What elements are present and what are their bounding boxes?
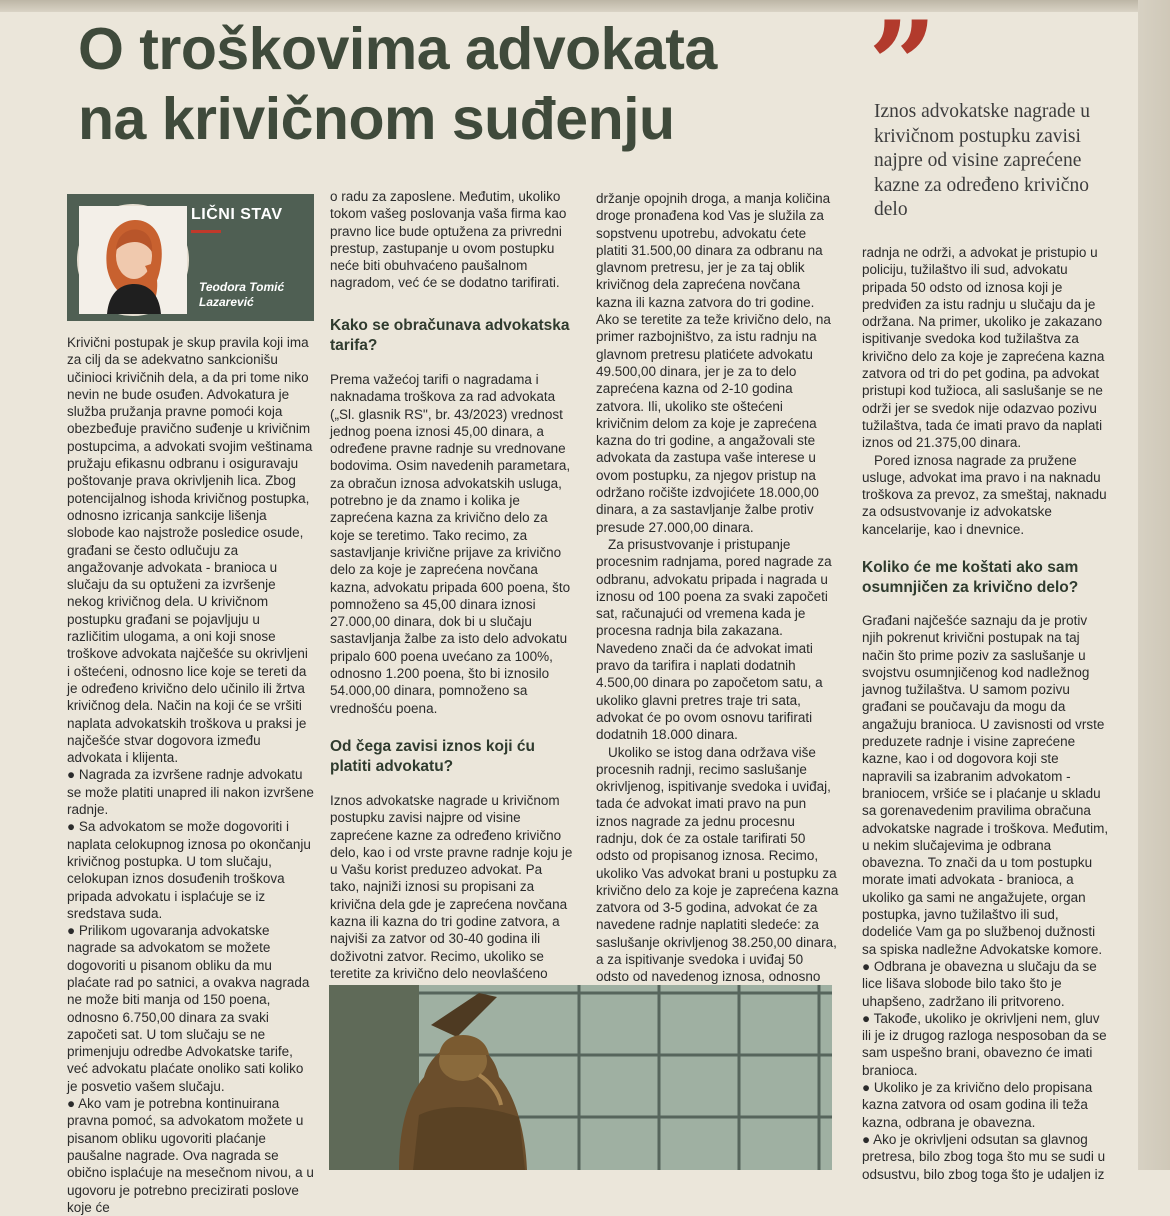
column-2-middle (330, 371, 575, 717)
subhead-tariff: Kako se obračunava advokatska tarifa? (330, 317, 570, 354)
bullet-item: ● Prilikom ugovaranja advokatske nagrade sa advokatom se možete dogovoriti u pisanom obliku da mu plaćate rad po satnici, a ovakva nagrada ne može biti manja od 150 poena, odnosno 6.750,00 dinara za svaki započeti sat. U tom slučaju se ne primenjuju odredbe Advokatske tarife, već advokatu plaćate onoliko sati koliko je posvetio vašem slučaju. (67, 923, 310, 1094)
paragraph: Ukoliko se istog dana održava više procesnih radnji, recimo saslušanje okrivljenog, ispitivanje svedoka i uviđaj, tada će advokat imati pravo na pun iznos nagrade za jednu procesnu radnju, dok će za ostale tarifirati 50 odsto od propisanog iznosa. Recimo, ukoliko Vas advokat brani u postupku za krivično delo za koje je zaprećena kazna zatvora od 3-5 godina, advokat će za navedene radnje naplatiti sledeće: za saslušanje okrivljenog 38.250,00 dinara, a za ispitivanje svedoka i uviđaj 50 odsto od navedenog iznosa, odnosno (596, 744, 839, 985)
headline-line-1: O troškovima advokata (78, 16, 717, 82)
column-3 (596, 190, 839, 1020)
column-4-bottom (862, 612, 1110, 1183)
paragraph: Iznos advokatske nagrade u krivičnom postupku zavisi najpre od visine zaprećene kazne za određeno krivično delo, kao i od vrste pravne radnje koju je u Vašu korist preduzeo advokat. Pa tako, najniži iznosi su propisani za krivična dela gde je zaprećena novčana kazna ili kazna do tri godine zatvora, a najviši za zatvor od 30-40 godina ili doživotni zatvor. Recimo, ukoliko se teretite za krivično delo neovlašćeno (330, 793, 573, 981)
paragraph: Prema važećoj tarifi o nagradama i naknadama troškova za rad advokata („Sl. glasnik RS", br. 43/2023) vrednost jednog poena iznosi 45,00 dinara, a određene pravne radnje su vrednovane bodovima. Osim navedenih parametara, za obračun iznosa advokatskih usluga, potrebno je da znamo i kolika je zaprećena kazna za krivično delo za koje se teretimo. Tako recimo, za sastavljanje krivične prijave za krivično delo za koje je zaprećena novčana kazna, advokatu pripada 600 poena, što pomnoženo sa 45,00 dinara iznosi 27.000,00 dinara, dok bi u slučaju sastavljanja žalbe za isto delo advokatu pripalo 600 poena uvećano za 100%, odnosno 1.200 poena, što bi iznosilo 54.000,00 dinara, pomnoženo sa vrednošću poena. (330, 372, 571, 716)
paragraph: Pored iznosa nagrade za pružene usluge, advokat ima pravo i na naknadu troškova za prevoz, za smeštaj, naknadu za odsustvovanje iz advokatske kancelarije, kao i dnevnice. (862, 452, 1107, 537)
paragraph: Za prisustvovanje i pristupanje procesnim radnjama, pored nagrade za odbranu, advokatu pripada i nagrada u iznosu od 100 poena za svaki započeti sat, računajući od vremena kada je procesna radnja bila zakazana. Navedeno znači da će advokat imati pravo da tarifira i naplati dodatnih 4.500,00 dinara po započetom satu, a ukoliko glavni pretres traje tri sata, advokat će po ovom osnovu tarifirati dodatnih 18.000 dinara. (596, 536, 832, 743)
intro-paragraph: Krivični postupak je skup pravila koji ima za cilj da se adekvatno sankcionišu učinioci krivičnih dela, a da pri tome niko nevin ne bude osuđen. Advokatura je služba pružanja pravne pomoći koja obezbeđuje pravično suđenje u krivičnim postupcima, a advokati svojim veštinama pružaju efikasnu odbranu i osiguravaju poštovanje prava okrivljenih lica. Zbog potencijalnog ishoda krivičnog postupka, odnosno izricanja sankcije lišenja slobode kao najstrože posledice osude, građani se često odlučuju za angažovanje advokata - branioca u slučaju da su optuženi za izvršenje nekog krivičnog dela. U krivičnom postupku građani se pojavljuju u različitim ulogama, a oni koji snose troškove advokata najčešće su okrivljeni i oštećeni, odnosno lice koje se tereti da je određeno krivično delo učinilo ili žrtva krivičnog dela. Način na koji će se vršiti naplata advokatskih troškova u praksi je najčešće stvar dogovora između advokata i klijenta. (67, 335, 313, 766)
column-2-bottom (330, 792, 575, 982)
subhead-suspect: Koliko će me koštati ako sam osumnjičen za krivično delo? (862, 559, 1079, 596)
author-name (199, 280, 309, 310)
statue-photo-drawing (329, 985, 832, 1170)
column-4-top (862, 244, 1110, 538)
column-1 (67, 334, 314, 1216)
subhead-amount: Od čega zavisi iznos koji ću platiti advokatu? (330, 738, 536, 775)
portrait-drawing (79, 206, 187, 314)
author-portrait-icon (77, 204, 189, 316)
author-first-name: Teodora Tomić (199, 280, 285, 294)
pull-quote: Iznos advokatske nagrade u krivičnom postupku zavisi najpre od visine zaprećene kazne za određeno krivično delo (874, 101, 1091, 220)
bullet-item: ● Odbrana je obavezna u slučaju da se lice lišava slobode bilo tako što je uhapšeno, zadržano ili pritvoreno. (862, 958, 1097, 1009)
personal-view-box (67, 194, 314, 321)
adjacent-page-strip (1138, 0, 1170, 1170)
label-rule (191, 230, 221, 233)
author-last-name: Lazarević (199, 295, 254, 309)
bullet-item: ● Ako je okrivljeni odsutan sa glavnog pretresa, bilo zbog toga što mu se sudi u odsustvu, bilo zbog toga što je udaljen iz (862, 1131, 1106, 1182)
top-strip (0, 0, 1170, 12)
bullet-item: ● Ako vam je potrebna kontinuirana pravna pomoć, sa advokatom možete u pisanom obliku ugovoriti plaćanje paušalne nagrade. Ova nagrada se obično isplaćuje na mesečnom nivou, a u ugovoru je potrebno precizirati poslove koje će (67, 1096, 314, 1215)
quote-mark-icon: ” (868, 0, 938, 136)
personal-view-label: LIČNI STAV (191, 206, 283, 223)
headline (78, 14, 868, 154)
paragraph: o radu za zaposlene. Međutim, ukoliko tokom vašeg poslovanja vaša firma kao pravno lice bude optužena za privredni prestup, zastupanje u ovom postupku neće biti obuhvaćeno paušalnom nagradom, već će se dodatno tarifirati. (330, 189, 567, 291)
bullet-item: ● Nagrada za izvršene radnje advokatu se može platiti unapred ili nakon izvršene radnje. (67, 767, 314, 818)
headline-line-2: na krivičnom suđenju (78, 86, 675, 152)
paragraph: Građani najčešće saznaju da je protiv njih pokrenut krivični postupak na taj način što prime poziv za saslušanje u svojstvu osumnjičenog kod nadležnog javnog tužilaštva. U samom pozivu građani se poučavaju da mogu da angažuju branioca. U zavisnosti od vrste preduzete radnje i visine zaprećene kazne, kao i od dogovora koji ste napravili sa izabranim advokatom - braniocem, vršiće se i plaćanje u skladu sa gorenavedenim pravilima obračuna advokatske nagrade i troškova. Međutim, u nekim slučajevima je odbrana obavezna. To znači da u tom postupku morate imati advokata - branioca, a ukoliko ga sami ne angažujete, organ postupka, javno tužilaštvo ili sud, dodeliće Vam ga po službenoj dužnosti sa spiska nadležne Advokatske komore. (862, 613, 1109, 957)
bullet-item: ● Sa advokatom se može dogovoriti i naplata celokupnog iznosa po okončanju krivičnog postupka. U tom slučaju, celokupan iznos dosuđenih troškova pripada advokatu i isplaćuje se iz sredstava suda. (67, 819, 311, 921)
column-2-top (330, 188, 575, 292)
paragraph: radnja ne održi, a advokat je pristupio u policiju, tužilaštvo ili sud, advokatu pripada 50 odsto od iznosa koji je predviđen za istu radnju u slučaju da je održana. Na primer, ukoliko je zakazano ispitivanje svedoka kod tužilaštva za krivično delo za koje je zaprećena kazna zatvora od tri do pet godina, pa advokat pristupi kod tužioca, ali saslušanje se ne održi jer se svedok nije odazvao pozivu tužilaštva, tada će imati pravo da naplati iznos od 21.375,00 dinara. (862, 245, 1105, 451)
paragraph: držanje opojnih droga, a manja količina droge pronađena kod Vas je služila za sopstvenu upotrebu, advokatu ćete platiti 31.500,00 dinara za odbranu na glavnom pretresu, jer je za taj oblik krivičnog dela zaprećena novčana kazna ili kazna zatvora do tri godine. Ako se teretite za teže krivično delo, na primer razbojništvo, za istu radnju na glavnom pretresu platićete advokatu 49.500,00 dinara, jer je za to delo zaprećena kazna od 2-10 godina zatvora. Ili, ukoliko ste oštećeni krivičnim delom za koje je zaprećena kazna do tri godine, a angažovali ste advokata da zastupa vaše interese u ovom postupku, za njegov pristup na održano ročište izdvojićete 18.000,00 dinara, a za sastavljanje žalbe protiv presude 27.000,00 dinara. (596, 191, 831, 535)
bullet-item: ● Takođe, ukoliko je okrivljeni nem, gluv ili je iz drugog razloga nesposoban da se sam uspešno brani, obavezno će imati branioca. (862, 1010, 1107, 1078)
bullet-item: ● Ukoliko je za krivično delo propisana kazna zatvora od osam godina ili teža kazna, odbrana je obavezna. (862, 1080, 1093, 1130)
statue-photo-icon (329, 985, 832, 1170)
